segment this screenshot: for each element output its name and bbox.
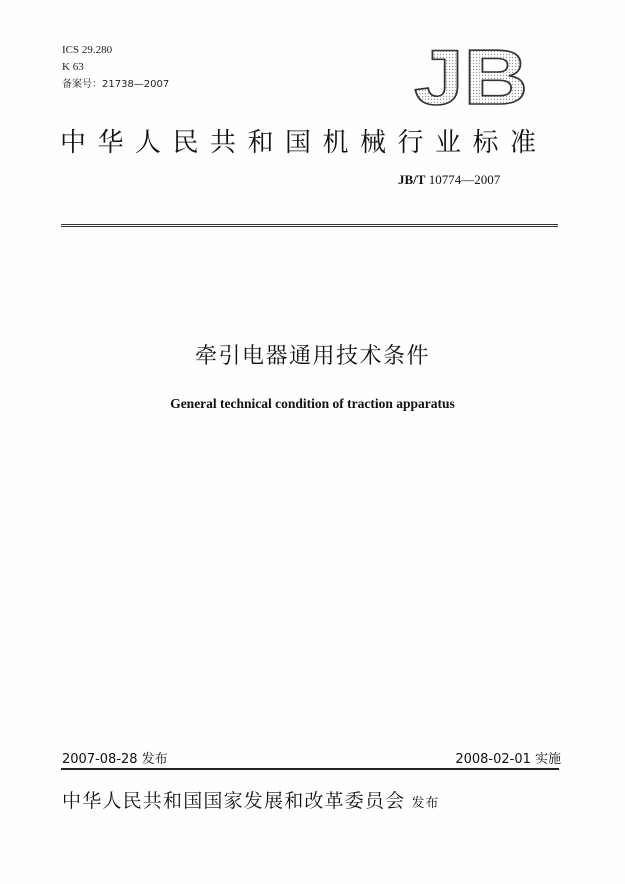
publish-date: 2007-08-28 发布 xyxy=(62,752,168,767)
logo-text: JB xyxy=(414,38,528,110)
record-number: 备案号：21738—2007 xyxy=(62,79,170,90)
issuer-line xyxy=(62,786,439,813)
classification-block xyxy=(62,42,169,93)
standard-number xyxy=(398,172,500,188)
standard-body-title: 中华人民共和国机械行业标准 xyxy=(60,128,548,158)
standard-number-value: 10774—2007 xyxy=(425,172,501,187)
issuer-suffix: 发布 xyxy=(411,796,440,811)
footer-rule xyxy=(61,768,559,770)
header-rule xyxy=(61,224,558,227)
effective-date: 2008-02-01 实施 xyxy=(455,752,561,767)
category-code: K 63 xyxy=(62,61,84,73)
jb-logo xyxy=(412,38,530,110)
issuer-name: 中华人民共和国国家发展和改革委员会 xyxy=(62,790,406,812)
standard-number-prefix: JB/T xyxy=(398,172,426,187)
document-title-cn: 牵引电器通用技术条件 xyxy=(194,344,430,369)
document-title-en: General technical condition of traction apparatus xyxy=(170,396,455,411)
ics-code: ICS 29.280 xyxy=(62,44,113,56)
